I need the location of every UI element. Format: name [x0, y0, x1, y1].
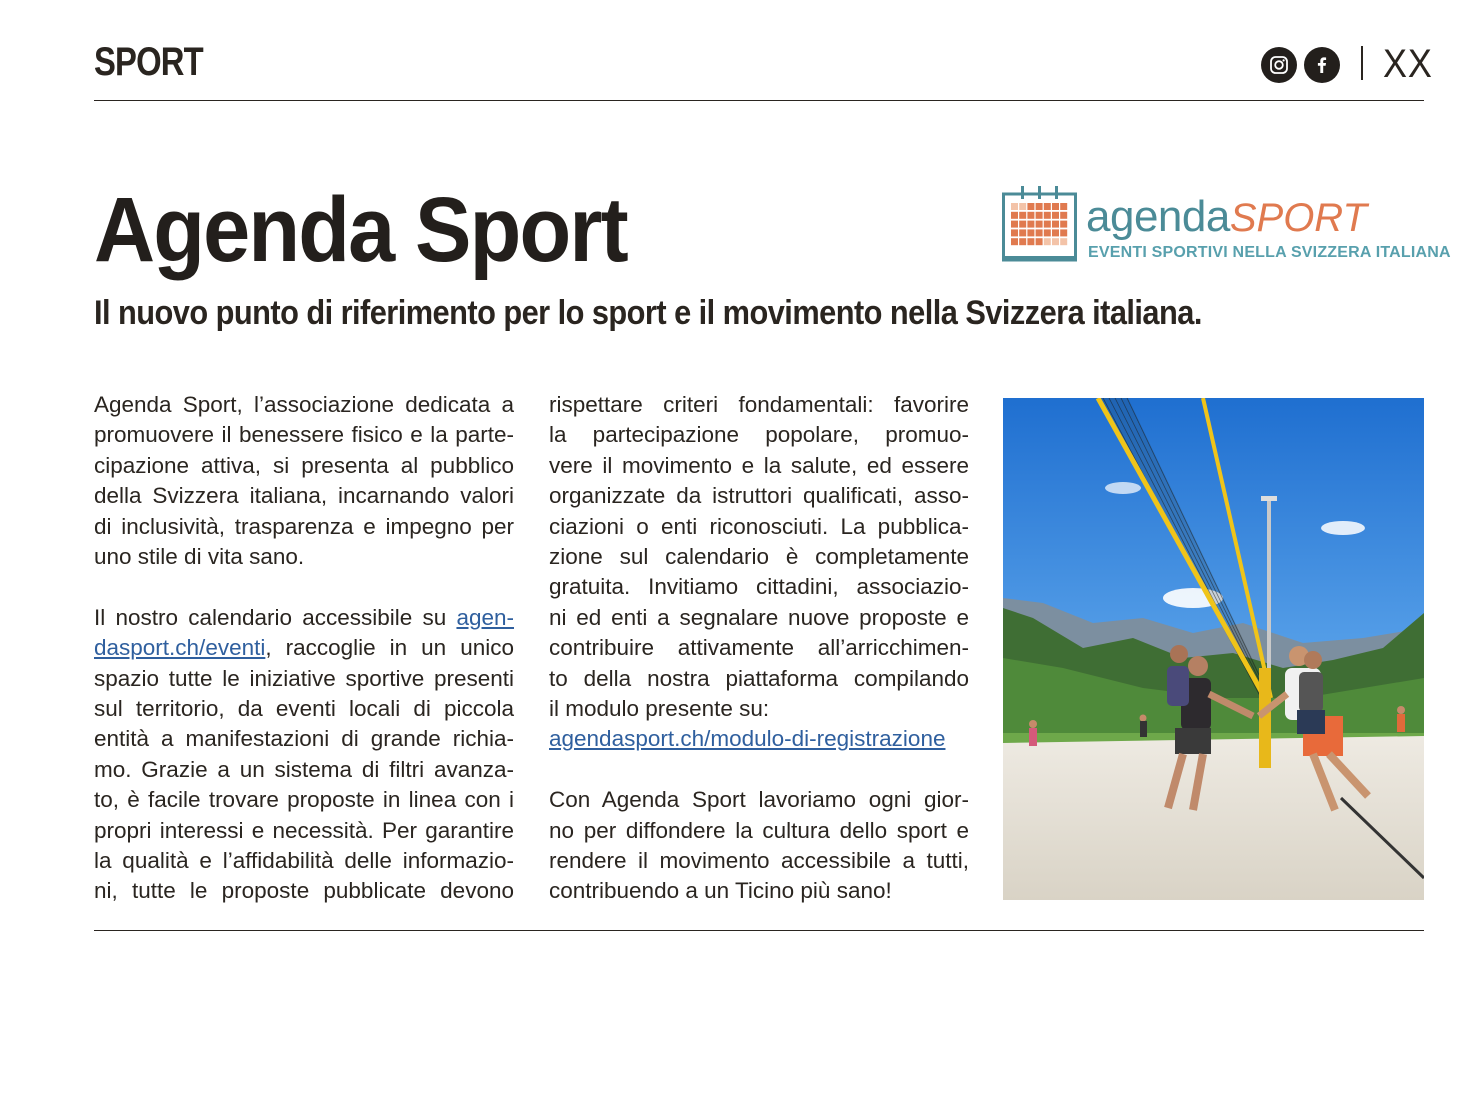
logo-wordmark	[1086, 192, 1367, 242]
text-run: Il nostro calendario accessibile su	[94, 604, 457, 630]
text-line: la partecipazione popolare, promuo-	[549, 422, 969, 448]
text-line	[549, 724, 969, 754]
text-line: rispettare criteri fondamentali: favorire	[549, 392, 969, 417]
text-line: entità a manifestazioni di grande richia-	[94, 726, 514, 752]
eventi-link-continued[interactable]: dasport.ch/eventi	[94, 635, 266, 661]
text-line: ciazioni o enti riconosciuti. La pubblica-	[549, 513, 969, 539]
text-line: propri interessi e necessità. Per garantire	[94, 817, 514, 843]
header-rule	[94, 100, 1424, 101]
text-line: spazio tutte le iniziative sportive presenti	[94, 665, 514, 691]
facebook-icon[interactable]	[1304, 47, 1340, 83]
eventi-link[interactable]: agen-	[456, 604, 514, 630]
article-subtitle: Il nuovo punto di riferimento per lo sport e il movimento nella Svizzera italiana.	[94, 294, 1202, 332]
text-line: to della nostra piattaforma compilando	[549, 665, 969, 691]
article-title: Agenda Sport	[94, 179, 627, 281]
text-line	[94, 603, 514, 633]
page-number: XX	[1383, 42, 1433, 86]
paragraph	[94, 603, 514, 907]
article-column-1	[94, 390, 514, 907]
text-line: contribuendo a un Ticino più sano!	[549, 878, 892, 904]
text-line: il modulo presente su:	[549, 696, 770, 722]
text-line: Con Agenda Sport lavoriamo ogni gior-	[549, 787, 969, 813]
paragraph	[549, 785, 969, 907]
section-label: SPORT	[94, 40, 203, 84]
logo-tagline: EVENTI SPORTIVI NELLA SVIZZERA ITALIANA	[1088, 244, 1451, 261]
footer-rule	[94, 930, 1424, 931]
text-line: ni ed enti a segnalare nuove proposte e	[549, 604, 969, 630]
text-line: no per diffondere la cultura dello sport e	[549, 817, 969, 843]
text-line: vere il movimento e la salute, ed essere	[549, 452, 969, 478]
text-line: ni, tutte le proposte pubblicate devono	[94, 878, 514, 904]
text-line: zione sul calendario è completamente	[549, 544, 969, 570]
text-line: sul territorio, da eventi locali di piccola	[94, 696, 514, 722]
instagram-icon[interactable]	[1261, 47, 1297, 83]
agenda-sport-logo	[1002, 186, 1451, 266]
page-number-separator	[1361, 46, 1363, 80]
text-line: Agenda Sport, l’associazione dedicata a	[94, 392, 514, 417]
beach-volleyball-photo	[1003, 398, 1424, 900]
text-line: to, è facile trovare proposte in linea con i	[94, 787, 514, 813]
text-line: contribuire attivamente all’arricchimen-	[549, 635, 969, 661]
text-line: promuovere il benessere fisico e la parte-	[94, 422, 514, 448]
article-column-2	[549, 390, 969, 907]
paragraph	[94, 390, 514, 572]
text-line: gratuita. Invitiamo cittadini, associazio-	[549, 574, 969, 600]
text-line: la qualità e l’affidabilità delle informazio-	[94, 848, 514, 874]
text-line: organizzate da istruttori qualificati, asso-	[549, 483, 969, 509]
logo-word-agenda: agenda	[1086, 192, 1230, 241]
text-run: , raccoglie in un unico	[265, 635, 514, 661]
text-line: uno stile di vita sano.	[94, 544, 305, 570]
registration-link[interactable]: agendasport.ch/modulo-di-registrazione	[549, 726, 946, 752]
text-line: mo. Grazie a un sistema di filtri avanza-	[94, 756, 514, 782]
calendar-icon	[1002, 186, 1078, 264]
text-line: cipazione attiva, si presenta al pubblico	[94, 452, 514, 478]
text-line: di inclusività, trasparenza e impegno per	[94, 513, 514, 539]
text-line: della Svizzera italiana, incarnando valori	[94, 483, 514, 509]
text-line: rendere il movimento accessibile a tutti,	[549, 848, 969, 874]
logo-word-sport: SPORT	[1229, 196, 1367, 240]
paragraph	[549, 390, 969, 755]
text-line	[94, 633, 514, 663]
